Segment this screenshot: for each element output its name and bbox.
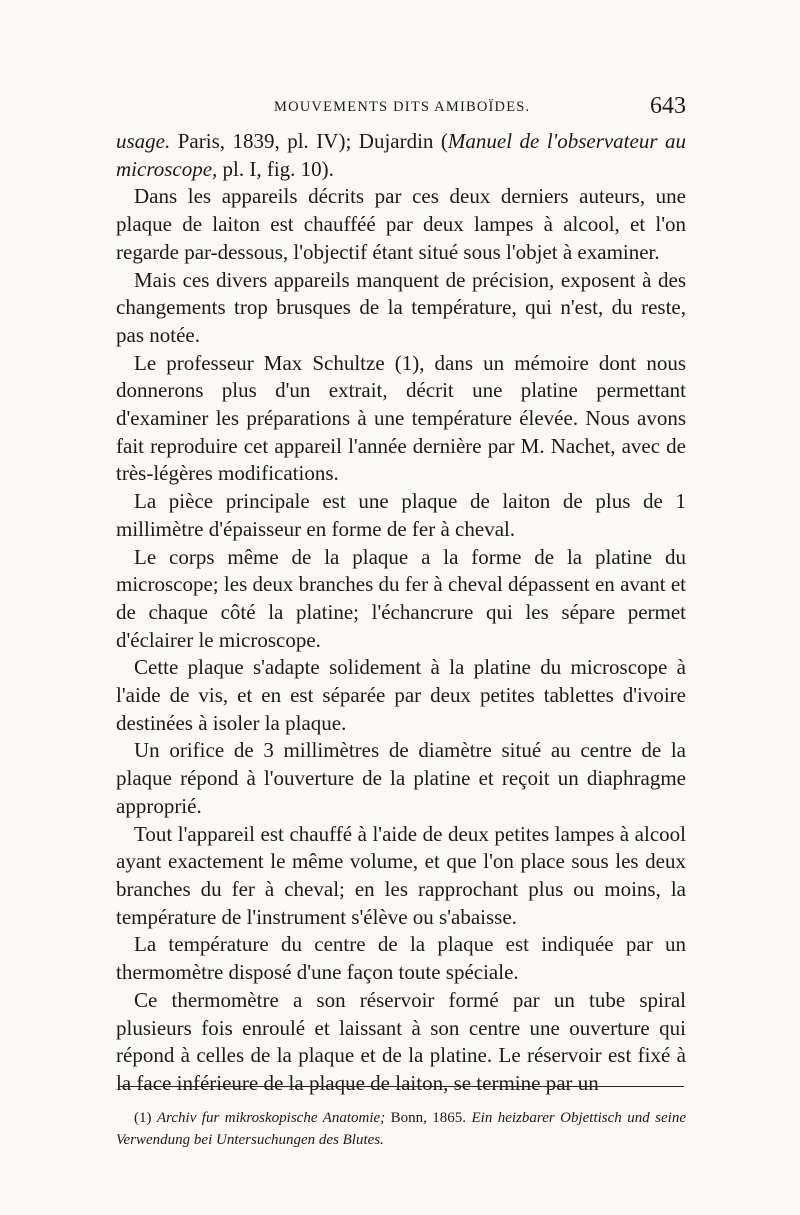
paragraph-2: Dans les appareils décrits par ces deux derniers auteurs, une plaque de laiton est chaufféé par deux lampes à alcool, et l'on regarde par-dessous, l'objectif étant situé sous l'objet à examiner.: [116, 184, 686, 264]
paragraph-10: La température du centre de la plaque est indiquée par un thermomètre disposé d'une façon toute spéciale.: [116, 932, 686, 985]
italic-text: Manuel de l'observateur au microscope,: [116, 129, 687, 181]
italic-text: Ein heizbarer Objettisch und seine Verwendung bei Untersuchungen des Blutes.: [116, 1110, 686, 1148]
page-number: 643: [650, 93, 686, 119]
italic-text: usage.: [116, 129, 171, 153]
paragraph-7: Cette plaque s'adapte solidement à la platine du microscope à l'aide de vis, et en est séparée par deux petites tablettes d'ivoire destinées à isoler la plaque.: [116, 655, 686, 735]
text-run: Paris, 1839, pl. IV); Dujardin (: [170, 129, 448, 153]
running-title: MOUVEMENTS DITS AMIBOÏDES.: [274, 99, 531, 115]
text-run: pl. I, fig. 10).: [217, 156, 334, 181]
text-run: Bonn, 1865.: [385, 1110, 472, 1126]
footnote-divider: [118, 1086, 684, 1087]
paragraph-1: [116, 128, 686, 183]
paragraph-9: Tout l'appareil est chauffé à l'aide de deux petites lampes à alcool ayant exactement le même volume, et que l'on place sous les deux branches du fer à cheval; en les rapprochant plus ou moins, la température de l'instrument s'élève ou s'abaisse.: [116, 821, 686, 929]
paragraph-11: Ce thermomètre a son réservoir formé par un tube spiral plusieurs fois enroulé et laissant à son centre une ouverture qui répond à celles de la plaque et de la platine. Le réservoir est fixé à la face inférieure de la plaque de laiton, se termine par un: [116, 987, 686, 1095]
footnote: [116, 1107, 686, 1151]
paragraph-8: Un orifice de 3 millimètres de diamètre situé au centre de la plaque répond à l'ouverture de la platine et reçoit un diaphragme approprié.: [116, 738, 686, 818]
paragraph-6: Le corps même de la plaque a la forme de la platine du microscope; les deux branches du fer à cheval dépassent en avant et de chaque côté la platine; l'échancrure qui les sépare permet d'éclairer le microscope.: [116, 544, 686, 652]
paragraph-5: La pièce principale est une plaque de laiton de plus de 1 millimètre d'épaisseur en forme de fer à cheval.: [116, 489, 686, 541]
page-header: [116, 93, 686, 127]
italic-text: Archiv fur mikroskopische Anatomie;: [156, 1110, 386, 1126]
footnote-text: [116, 1107, 686, 1151]
paragraph-4: Le professeur Max Schultze (1), dans un mémoire dont nous donnerons plus d'un extrait, décrit une platine permettant d'examiner les préparations à une température élevée. Nous avons fait reproduire cet appareil l'année dernière par M. Nachet, avec de très-légères modifications.: [116, 350, 686, 486]
paragraph-3: Mais ces divers appareils manquent de précision, exposent à des changements trop brusques de la température, qui n'est, du reste, pas notée.: [116, 267, 686, 347]
footnote-marker: (1): [134, 1110, 157, 1126]
body-text: [116, 128, 686, 1098]
